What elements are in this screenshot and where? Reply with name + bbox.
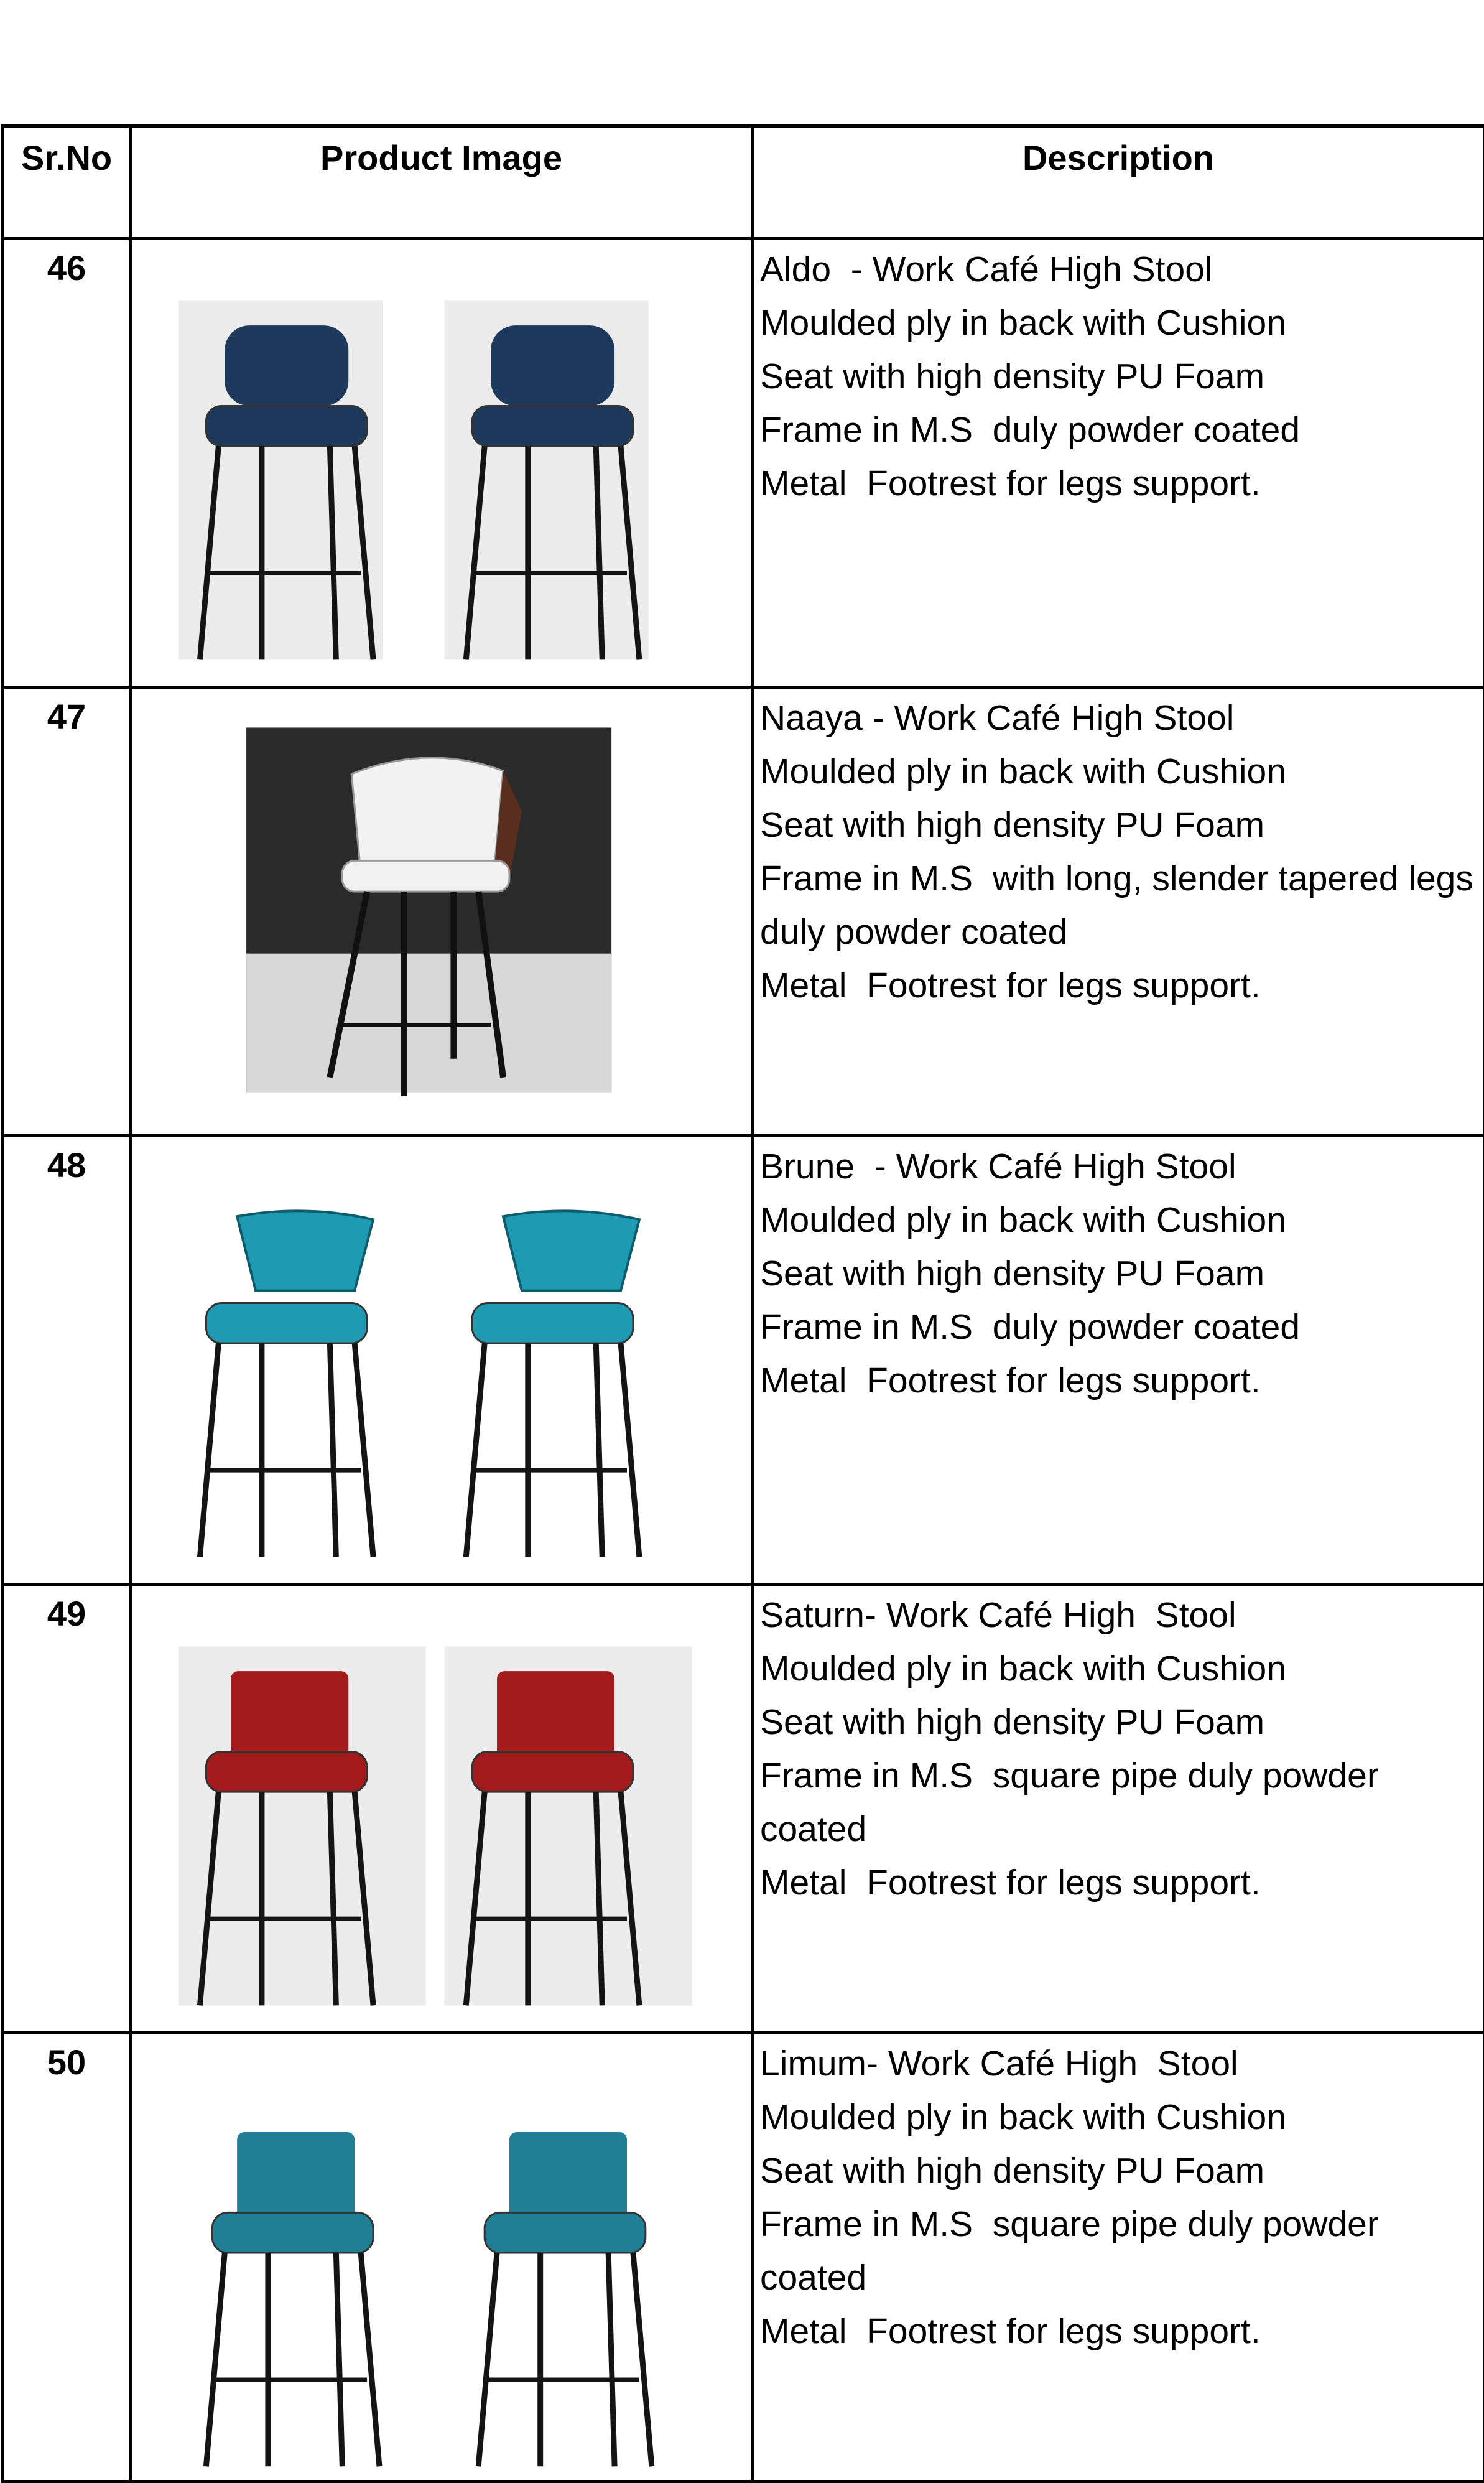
description-line: coated	[760, 2251, 1483, 2304]
header-row	[3, 126, 1484, 239]
description-cell	[753, 1136, 1484, 1585]
description-line: Seat with high density PU Foam	[760, 2144, 1483, 2197]
description-line: Metal Footrest for legs support.	[760, 457, 1483, 510]
product-image-cell	[131, 687, 753, 1136]
description-line: Moulded ply in back with Cushion	[760, 296, 1483, 350]
table-row	[3, 2033, 1484, 2482]
product-image-cell	[131, 1585, 753, 2033]
sr-no-cell: 47	[3, 687, 131, 1136]
description-line: Metal Footrest for legs support.	[760, 1856, 1483, 1909]
description-line: Aldo - Work Café High Stool	[760, 243, 1483, 296]
header-sr-no: Sr.No	[3, 126, 131, 239]
table-row	[3, 239, 1484, 687]
product-table	[1, 124, 1484, 2483]
description-line: Moulded ply in back with Cushion	[760, 1642, 1483, 1695]
sr-no-cell: 46	[3, 239, 131, 687]
description-line: Frame in M.S duly powder coated	[760, 403, 1483, 457]
description-line: Brune - Work Café High Stool	[760, 1140, 1483, 1193]
description-line: coated	[760, 1802, 1483, 1856]
description-line: Naaya - Work Café High Stool	[760, 691, 1483, 745]
sr-no-cell: 50	[3, 2033, 131, 2482]
description-line: Seat with high density PU Foam	[760, 798, 1483, 852]
description-line: Frame in M.S duly powder coated	[760, 1300, 1483, 1354]
table-row	[3, 1136, 1484, 1585]
product-image	[132, 1586, 751, 2031]
description-line: Frame in M.S with long, slender tapered legs	[760, 852, 1483, 905]
description-cell	[753, 2033, 1484, 2482]
description-line: Limum- Work Café High Stool	[760, 2037, 1483, 2090]
description-line: Metal Footrest for legs support.	[760, 2304, 1483, 2358]
header-description: Description	[753, 126, 1484, 239]
sr-no-cell: 49	[3, 1585, 131, 2033]
description-line: Metal Footrest for legs support.	[760, 959, 1483, 1012]
description-cell	[753, 239, 1484, 687]
description-line: Frame in M.S square pipe duly powder	[760, 1749, 1483, 1802]
description-line: Saturn- Work Café High Stool	[760, 1588, 1483, 1642]
description-line: Moulded ply in back with Cushion	[760, 745, 1483, 798]
product-image	[132, 1137, 751, 1583]
product-image-cell	[131, 1136, 753, 1585]
product-image	[132, 689, 751, 1134]
product-image	[132, 240, 751, 686]
description-line: duly powder coated	[760, 905, 1483, 959]
description-cell	[753, 1585, 1484, 2033]
description-line: Moulded ply in back with Cushion	[760, 1193, 1483, 1247]
product-image	[132, 2034, 751, 2480]
sr-no-cell: 48	[3, 1136, 131, 1585]
table-row	[3, 687, 1484, 1136]
description-line: Seat with high density PU Foam	[760, 1695, 1483, 1749]
product-image-cell	[131, 239, 753, 687]
header-product-image: Product Image	[131, 126, 753, 239]
description-line: Seat with high density PU Foam	[760, 350, 1483, 403]
description-line: Seat with high density PU Foam	[760, 1247, 1483, 1300]
table-row	[3, 1585, 1484, 2033]
description-line: Frame in M.S square pipe duly powder	[760, 2197, 1483, 2251]
description-cell	[753, 687, 1484, 1136]
product-image-cell	[131, 2033, 753, 2482]
description-line: Metal Footrest for legs support.	[760, 1354, 1483, 1407]
description-line: Moulded ply in back with Cushion	[760, 2090, 1483, 2144]
